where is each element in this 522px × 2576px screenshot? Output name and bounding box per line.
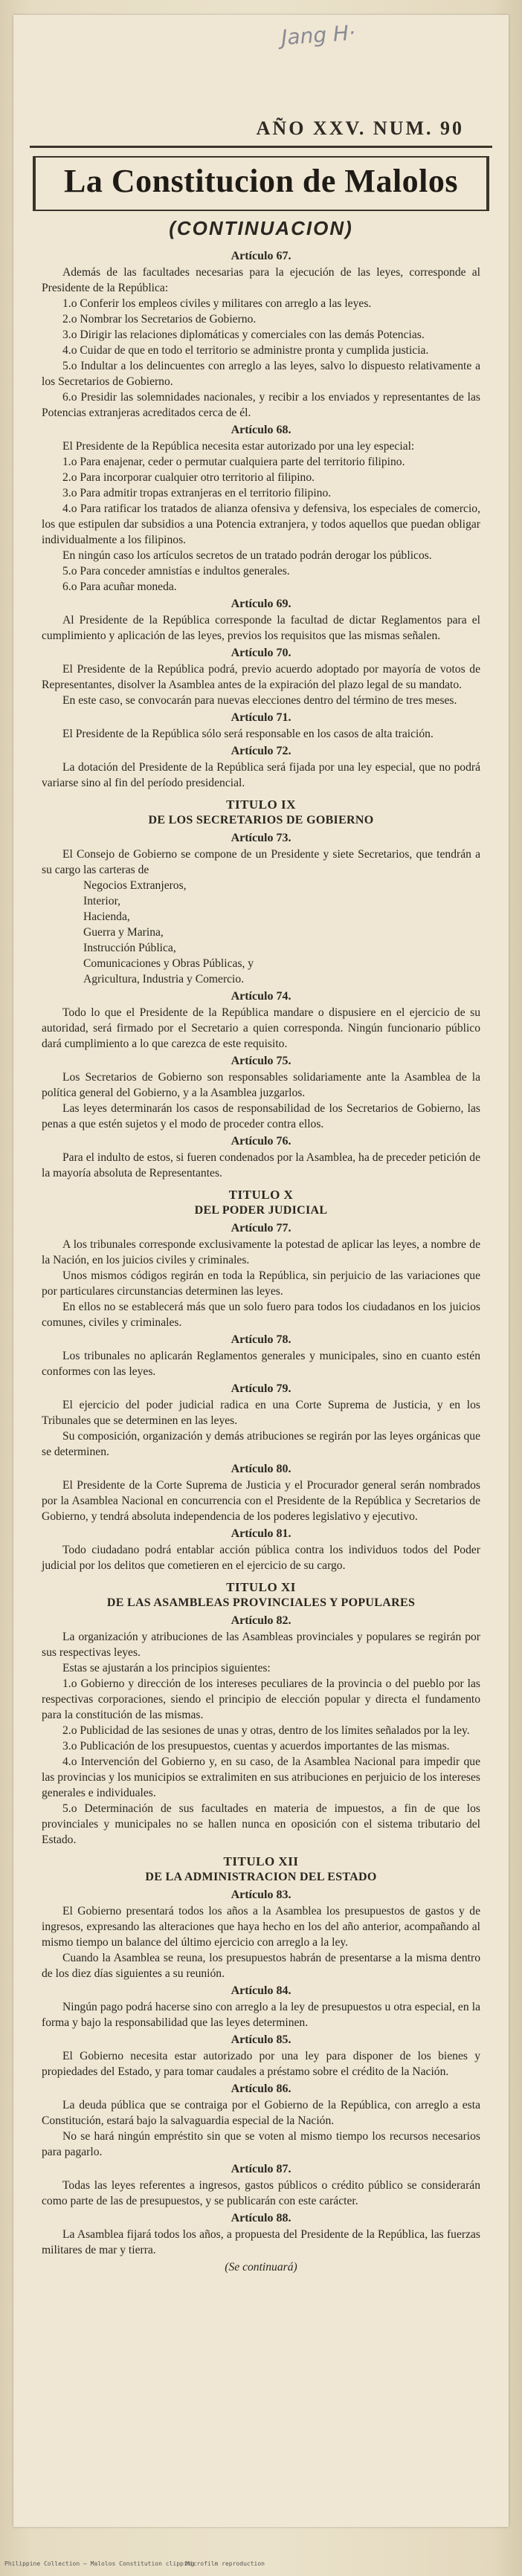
newspaper-clipping bbox=[13, 15, 509, 2527]
paragraph: La dotación del Presidente de la República será fijada por una ley especial, que no podrá variarse sino al fin del período presidencial. bbox=[42, 761, 480, 789]
paragraph: 2.o Nombrar los Secretarios de Gobierno. bbox=[62, 313, 257, 326]
paragraph: Todo ciudadano podrá entablar acción pública contra los individuos todos del Poder judicial por los delitos que cometieren en el ejercicio de su cargo. bbox=[42, 1544, 480, 1572]
article-heading: Artículo 78. bbox=[231, 1333, 291, 1346]
paragraph: 4.o Para ratificar los tratados de alianza ofensiva y defensiva, los especiales de comercio, los que estipulen dar subsidios a una Potencia extranjera, y todos aquellos que puedan obligar individualmente a los filipinos. bbox=[42, 502, 480, 546]
list-item: Comunicaciones y Obras Públicas, y bbox=[83, 957, 254, 970]
paragraph: 2.o Publicidad de las sesiones de unas y otras, dentro de los límites señalados por la ley. bbox=[62, 1724, 470, 1737]
title-heading: TITULO XI bbox=[226, 1580, 296, 1594]
list-item: Negocios Extranjeros, bbox=[83, 879, 187, 892]
article-heading: Artículo 74. bbox=[231, 990, 291, 1003]
article-heading: Artículo 80. bbox=[231, 1463, 291, 1475]
article-heading: Artículo 77. bbox=[231, 1222, 291, 1234]
paragraph: El Presidente de la Corte Suprema de Justicia y el Procurador general serán nombrados por la Asamblea Nacional en concurrencia con el Presidente de la República y Secretarios de Gobierno, y tendrá absoluta independencia de los poderes legislativo y ejecutivo. bbox=[42, 1479, 480, 1523]
top-rule bbox=[30, 146, 492, 148]
paragraph: 5.o Determinación de sus facultades en materia de impuestos, a fin de que los provinciales y municipales no se hallen nunca en oposición con el sistema tributario del Estado. bbox=[42, 1802, 480, 1846]
paragraph: El Presidente de la República sólo será responsable en los casos de alta traición. bbox=[62, 728, 434, 740]
paragraph: La Asamblea fijará todos los años, a propuesta del Presidente de la República, las fuerzas militares de mar y tierra. bbox=[42, 2228, 480, 2256]
continuation-note: (Se continuará) bbox=[225, 2261, 297, 2274]
paragraph: Unos mismos códigos regirán en toda la República, sin perjuicio de las variaciones que por particulares circunstancias determinen las leyes. bbox=[42, 1269, 480, 1298]
article-heading: Artículo 75. bbox=[231, 1055, 291, 1067]
paragraph: Para el indulto de estos, si fueren condenados por la Asamblea, ha de preceder petición de la mayoría absoluta de Representantes. bbox=[42, 1151, 480, 1179]
headline-box bbox=[33, 156, 489, 211]
list-item: Instrucción Pública, bbox=[83, 942, 176, 954]
title-heading: TITULO IX bbox=[226, 797, 296, 812]
article-heading: Artículo 83. bbox=[231, 1889, 291, 1901]
issue-line: AÑO XXV. NUM. 90 bbox=[256, 117, 464, 139]
paragraph: El Gobierno necesita estar autorizado por una ley para disponer de los bienes y propiedades del Estado, y para tomar caudales a préstamo sobre el crédito de la Nación. bbox=[42, 2050, 480, 2078]
paragraph: Las leyes determinarán los casos de responsabilidad de los Secretarios de Gobierno, las penas a que estén sujetos y el modo de proceder contra ellos. bbox=[42, 1102, 480, 1130]
article-heading: Artículo 87. bbox=[231, 2163, 291, 2175]
title-subheading: DE LAS ASAMBLEAS PROVINCIALES Y POPULARES bbox=[106, 1596, 416, 1609]
list-item: Interior, bbox=[83, 895, 121, 907]
title-heading: TITULO X bbox=[228, 1188, 294, 1202]
paragraph: A los tribunales corresponde exclusivamente la potestad de aplicar las leyes, a nombre de la Nación, en los juicios civiles y criminales. bbox=[42, 1238, 480, 1266]
footer-left: Philippine Collection — Malolos Constitution clipping bbox=[4, 2560, 195, 2567]
article-heading: Artículo 82. bbox=[231, 1614, 291, 1627]
paragraph: El Consejo de Gobierno se compone de un Presidente y siete Secretarios, que tendrán a su cargo las carteras de bbox=[42, 848, 480, 876]
article-heading: Artículo 84. bbox=[231, 1984, 291, 1997]
paragraph: 6.o Presidir las solemnidades nacionales, y recibir a los enviados y representantes de las Potencias extranjeras acreditados cerca de él. bbox=[42, 391, 480, 419]
list-item: Guerra y Marina, bbox=[83, 926, 164, 939]
article-heading: Artículo 68. bbox=[231, 424, 291, 436]
title-subheading: DEL PODER JUDICIAL bbox=[194, 1204, 328, 1217]
paragraph: En ellos no se establecerá más que un solo fuero para todos los ciudadanos en los juicios comunes, civiles y criminales. bbox=[42, 1301, 480, 1329]
paragraph: 4.o Intervención del Gobierno y, en su caso, de la Asamblea Nacional para impedir que las provincias y los municipios se extralimiten en sus atribuciones en perjuicio de los intereses generales e individuales. bbox=[42, 1755, 480, 1799]
article-heading: Artículo 67. bbox=[231, 250, 291, 262]
paragraph: El Gobierno presentará todos los años a la Asamblea los presupuestos de gastos y de ingresos, expresando las alteraciones que haya hecho en los del año anterior, acompañando al mismo tiempo un balance del último ejercicio con arreglo a la ley. bbox=[42, 1905, 480, 1949]
footer-right: Microfilm reproduction bbox=[186, 2560, 265, 2567]
continuation-label: (CONTINUACION) bbox=[169, 217, 353, 239]
paragraph: 1.o Para enajenar, ceder o permutar cualquiera parte del territorio filipino. bbox=[62, 456, 405, 468]
paragraph: 6.o Para acuñar moneda. bbox=[62, 580, 177, 593]
title-subheading: DE LOS SECRETARIOS DE GOBIERNO bbox=[148, 814, 374, 826]
paragraph: La deuda pública que se contraiga por el Gobierno de la República, con arreglo a esta Constitución, estará bajo la salvaguardia especial de la Nación. bbox=[42, 2099, 480, 2127]
paragraph: Todas las leyes referentes a ingresos, gastos públicos o crédito público se considerarán como parte de las de presupuestos, y se publicarán con este carácter. bbox=[42, 2179, 480, 2207]
article-heading: Artículo 86. bbox=[231, 2083, 291, 2095]
article-heading: Artículo 76. bbox=[231, 1135, 291, 1148]
paragraph: 2.o Para incorporar cualquier otro territorio al filipino. bbox=[62, 471, 315, 484]
paragraph: 5.o Para conceder amnistías e indultos generales. bbox=[62, 565, 290, 577]
paragraph: 1.o Gobierno y dirección de los intereses peculiares de la provincia o del pueblo por las respectivas corporaciones, siendo el principio de elección popular y directa el fundamento para la constitución de las mismas. bbox=[42, 1677, 480, 1721]
paragraph: Al Presidente de la República corresponde la facultad de dictar Reglamentos para el cumplimiento y aplicación de las leyes, previos los requisitos que las mismas señalen. bbox=[42, 614, 480, 642]
paragraph: 4.o Cuidar de que en todo el territorio se administre pronta y cumplida justicia. bbox=[62, 344, 429, 357]
paragraph: Su composición, organización y demás atribuciones se regirán por las leyes orgánicas que se determinen. bbox=[42, 1430, 480, 1458]
article-heading: Artículo 79. bbox=[231, 1382, 291, 1395]
paragraph: No se hará ningún empréstito sin que se voten al mismo tiempo los recursos necesarios para pagarlo. bbox=[42, 2130, 480, 2158]
list-item: Hacienda, bbox=[83, 910, 130, 923]
paragraph: En este caso, se convocarán para nuevas elecciones dentro del término de tres meses. bbox=[62, 694, 457, 707]
article-heading: Artículo 70. bbox=[231, 647, 291, 659]
paragraph: 1.o Conferir los empleos civiles y militares con arreglo a las leyes. bbox=[62, 297, 372, 310]
paragraph: 3.o Para admitir tropas extranjeras en el territorio filipino. bbox=[62, 487, 332, 499]
article-heading: Artículo 85. bbox=[231, 2033, 291, 2046]
article-heading: Artículo 73. bbox=[231, 832, 291, 844]
article-body bbox=[42, 247, 480, 2275]
paragraph: Ningún pago podrá hacerse sino con arreglo a la ley de presupuestos u otra especial, en la forma y bajo la responsabilidad que las leyes determinen. bbox=[42, 2001, 480, 2029]
list-item: Agricultura, Industria y Comercio. bbox=[83, 973, 245, 986]
article-heading: Artículo 71. bbox=[231, 711, 291, 724]
paragraph: Los Secretarios de Gobierno son responsables solidariamente ante la Asamblea de la política general del Gobierno, y a la Asamblea juzgarlos. bbox=[42, 1071, 480, 1099]
paragraph: En ningún caso los artículos secretos de un tratado podrán derogar los públicos. bbox=[62, 549, 432, 562]
paragraph: Estas se ajustarán a los principios siguientes: bbox=[62, 1662, 271, 1674]
handwritten-annotation: Jang H· bbox=[280, 20, 356, 51]
article-heading: Artículo 69. bbox=[231, 598, 291, 610]
paragraph: El Presidente de la República podrá, previo acuerdo adoptado por mayoría de votos de Representantes, disolver la Asamblea antes de la expiración del plazo legal de su mandato. bbox=[42, 663, 480, 691]
paragraph: Además de las facultades necesarias para la ejecución de las leyes, corresponde al Presidente de la República: bbox=[42, 266, 480, 294]
paragraph: La organización y atribuciones de las Asambleas provinciales y populares se regirán por sus respectivas leyes. bbox=[42, 1631, 480, 1659]
article-heading: Artículo 88. bbox=[231, 2212, 291, 2224]
paragraph: El Presidente de la República necesita estar autorizado por una ley especial: bbox=[62, 440, 415, 453]
title-heading: TITULO XII bbox=[223, 1854, 299, 1868]
paragraph: 3.o Publicación de los presupuestos, cuentas y acuerdos importantes de las mismas. bbox=[62, 1740, 450, 1753]
paragraph: El ejercicio del poder judicial radica en una Corte Suprema de Justicia, y en los Tribunales que se determinen en las leyes. bbox=[42, 1399, 480, 1427]
title-subheading: DE LA ADMINISTRACION DEL ESTADO bbox=[145, 1871, 377, 1883]
paragraph: Cuando la Asamblea se reuna, los presupuestos habrán de presentarse a la misma dentro de los diez días siguientes a su reunión. bbox=[42, 1952, 480, 1980]
paragraph: Todo lo que el Presidente de la República mandare o dispusiere en el ejercicio de su autoridad, será firmado por el Secretario a quien corresponda. Ningún funcionario público dará cumplimiento a lo que carezca de este requisito. bbox=[42, 1006, 480, 1050]
headline: La Constitucion de Malolos bbox=[63, 163, 459, 199]
paragraph: 3.o Dirigir las relaciones diplomáticas y comerciales con las demás Potencias. bbox=[62, 329, 425, 341]
article-heading: Artículo 72. bbox=[231, 745, 291, 757]
paragraph: 5.o Indultar a los delincuentes con arreglo a las leyes, salvo lo dispuesto relativamente a los Secretarios de Gobierno. bbox=[42, 360, 480, 388]
article-heading: Artículo 81. bbox=[231, 1527, 291, 1540]
paragraph: Los tribunales no aplicarán Reglamentos generales y municipales, sino en cuanto estén conformes con las leyes. bbox=[42, 1350, 480, 1378]
